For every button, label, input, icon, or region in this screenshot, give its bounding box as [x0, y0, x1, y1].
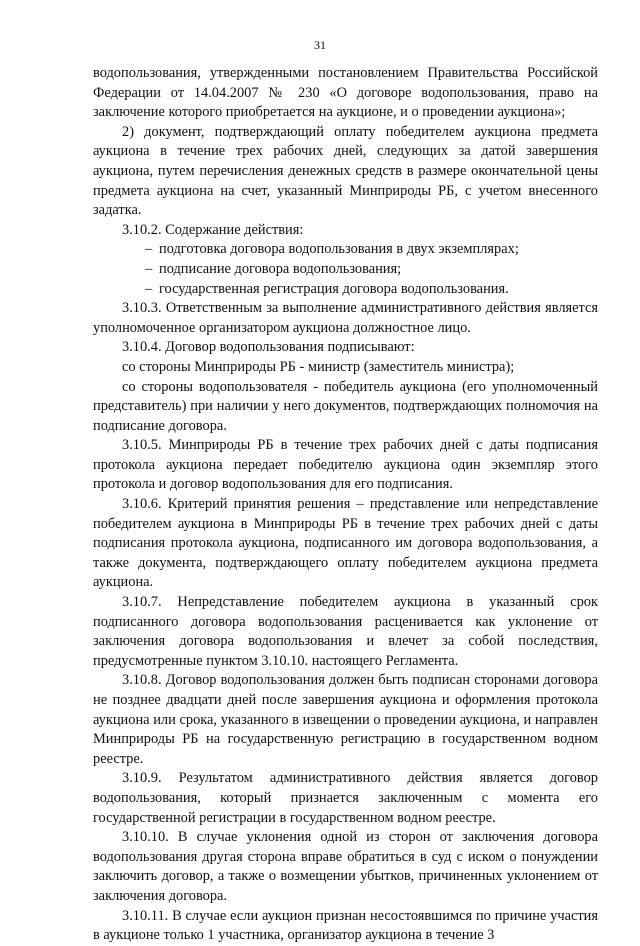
list-item-text: подготовка договора водопользования в двух экземплярах; — [159, 241, 519, 258]
paragraph-3-10-2: 3.10.2. Содержание действия: — [122, 221, 304, 238]
paragraph-3-10-7: 3.10.7. Непредставление победителем аукциона в указанный срок подписанного договора водопользования расценивается как уклонение от заключения договора водопользования и влечет за собой последствия, предусмотренные пунктом 3.10.10. настоящего Регламента. — [93, 594, 598, 669]
dash-marker: – — [145, 280, 153, 297]
list-item-text: государственная регистрация договора водопользования. — [159, 280, 509, 297]
paragraph-3-10-5: 3.10.5. Минприроды РБ в течение трех рабочих дней с даты подписания протокола аукциона передает победителю аукциона один экземпляр этого протокола и договор водопользования для его подписания. — [93, 437, 598, 493]
paragraph-3-10-6: 3.10.6. Критерий принятия решения – представление или непредставление победителем аукциона в Минприроды РБ в течение трех рабочих дней с даты подписания протокола аукциона, подписанного им договора водопользования, а также документа, подтверждающего оплату победителем аукциона предмета аукциона. — [93, 496, 598, 591]
paragraph-3-10-4: 3.10.4. Договор водопользования подписывают: — [122, 339, 415, 356]
list-item — [93, 240, 598, 260]
paragraph-3-10-10: 3.10.10. В случае уклонения одной из сторон от заключения договора водопользования другая сторона вправе обратиться в суд с иском о понуждении заключить договор, а также о возмещении убытков, причиненных уклонением от заключения договора. — [93, 829, 598, 904]
paragraph-3-10-11: 3.10.11. В случае если аукцион признан несостоявшимся по причине участия в аукционе только 1 участника, организатор аукциона в течение 3 — [93, 907, 598, 944]
list-item — [93, 280, 598, 300]
dash-marker: – — [145, 241, 153, 258]
paragraph-2: 2) документ, подтверждающий оплату победителем аукциона предмета аукциона в течение трех рабочих дней, следующих за датой завершения аукциона, путем перечисления денежных средств в размере окончательной цены предмета аукциона на счет, указанный Минприроды РБ, с учетом внесенного задатка. — [93, 123, 598, 219]
paragraph-3-10-8: 3.10.8. Договор водопользования должен быть подписан сторонами договора не позднее двадцати дней после завершения аукциона и оформления протокола аукциона или срока, указанного в извещении о проведении аукциона, и направлен Минприроды РБ на государственную регистрацию в государственном водном реестре. — [93, 672, 598, 767]
paragraph-signatory-ministry: со стороны Минприроды РБ - министр (заместитель министра); — [122, 358, 515, 375]
document-body — [93, 64, 598, 946]
paragraph-1: водопользования, утвержденными постановлением Правительства Российской Федерации от 14.04.2007 № 230 «О договоре водопользования, право на заключение которого приобретается на аукционе, и о проведении аукциона»; — [93, 65, 598, 121]
page-number: 31 — [314, 38, 326, 52]
list-item-text: подписание договора водопользования; — [159, 260, 402, 277]
paragraph-signatory-user: со стороны водопользователя - победитель аукциона (его уполномоченный представитель) при наличии у него документов, подтверждающих полномочия на подписание договора. — [93, 378, 598, 434]
paragraph-3-10-3: 3.10.3. Ответственным за выполнение административного действия является уполномоченное организатором аукциона должностное лицо. — [93, 300, 598, 336]
list-item — [93, 260, 598, 280]
paragraph-3-10-9: 3.10.9. Результатом административного действия является договор водопользования, который признается заключенным с момента его государственной регистрации в государственном водном реестре. — [93, 770, 598, 826]
dash-marker: – — [145, 260, 153, 277]
